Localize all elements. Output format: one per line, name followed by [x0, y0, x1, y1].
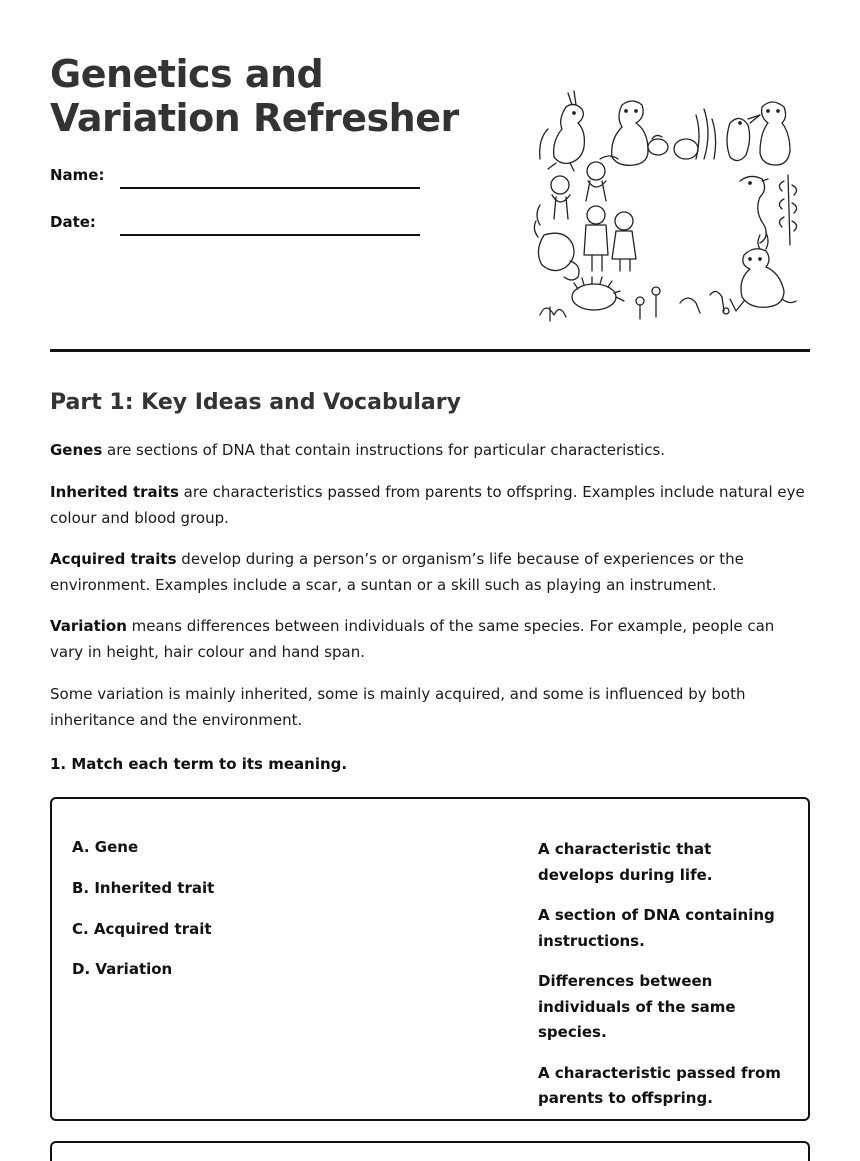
lizard-drawing	[740, 176, 768, 243]
term-variation[interactable]: D. Variation	[72, 960, 173, 979]
section-heading: Part 1: Key Ideas and Vocabulary	[50, 390, 461, 415]
kangaroo-drawing	[540, 91, 585, 171]
name-label: Name:	[50, 166, 105, 184]
question-1: 1. Match each term to its meaning.	[50, 755, 348, 773]
summary-paragraph: Some variation is mainly inherited, some is mainly acquired, and some is influenced by both inheritance and the environment.	[50, 685, 746, 729]
inherited-term: Inherited traits	[50, 483, 179, 501]
variation-term: Variation	[50, 617, 127, 635]
name-field[interactable]	[120, 187, 420, 189]
matching-box	[50, 797, 810, 1121]
genes-text: are sections of DNA that contain instructions for particular characteristics.	[102, 441, 666, 459]
acquired-definition	[50, 547, 812, 598]
variation-definition	[50, 614, 812, 665]
meerkat-drawing	[760, 102, 790, 165]
term-acquired-trait[interactable]: C. Acquired trait	[72, 919, 212, 938]
definition-item[interactable]: A characteristic that develops during life.	[538, 840, 713, 884]
animals-and-children-illustration	[530, 85, 805, 325]
terms-column	[72, 837, 214, 1000]
inherited-text: are characteristics passed from parents to offspring. Examples include natural eye colour and blood group.	[50, 483, 805, 527]
flowers-drawing	[540, 287, 744, 321]
genes-term: Genes	[50, 441, 103, 459]
definition-item[interactable]: A section of DNA containing instructions.	[538, 906, 775, 950]
definition-item[interactable]: Differences between individuals of the same species.	[538, 972, 736, 1041]
quokka-drawing	[600, 101, 648, 165]
bird-drawing	[727, 115, 760, 161]
children-drawing	[551, 162, 636, 271]
section-divider	[50, 349, 810, 352]
term-gene[interactable]: A. Gene	[72, 838, 139, 856]
genes-definition	[50, 438, 812, 464]
page-title: Genetics and Variation Refresher	[50, 52, 459, 140]
definition-item[interactable]: A characteristic passed from parents to offspring.	[538, 1063, 781, 1107]
definitions-column	[538, 837, 788, 1127]
variation-text: means differences between individuals of the same species. For example, people can vary in height, hair colour and hand span.	[50, 617, 775, 661]
date-label: Date:	[50, 213, 96, 231]
small-animals-drawing	[648, 109, 716, 159]
possum-drawing	[534, 205, 579, 280]
inherited-definition	[50, 480, 812, 531]
acquired-term: Acquired traits	[50, 550, 177, 568]
term-inherited-trait[interactable]: B. Inherited trait	[72, 878, 215, 897]
acquired-text: develop during a person’s or organism’s life because of experiences or the environment. Examples include a scar, a suntan or a skill such as playing an instrument.	[50, 550, 744, 594]
next-section-box	[50, 1141, 810, 1161]
date-field[interactable]	[120, 234, 420, 236]
wombat-drawing	[741, 249, 796, 308]
leaves-drawing	[758, 175, 797, 249]
echidna-drawing	[572, 277, 624, 310]
